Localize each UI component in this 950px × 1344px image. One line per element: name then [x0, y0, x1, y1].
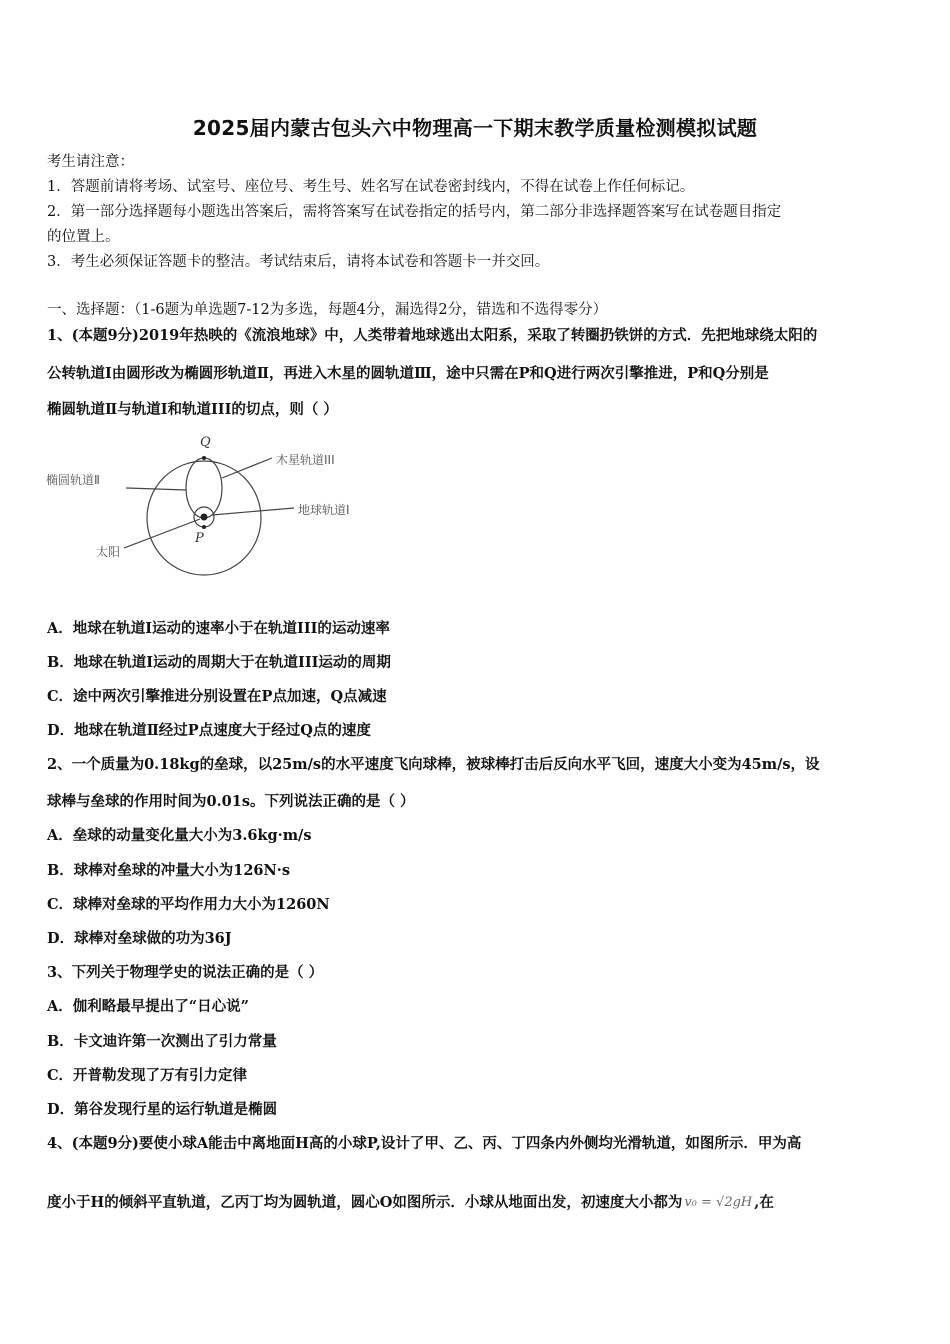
- orbit-diagram: [40, 428, 400, 588]
- option-b: B．地球在轨道I运动的周期大于在轨道III运动的周期: [47, 654, 391, 671]
- question-4-text-end: ,在: [754, 1194, 774, 1211]
- label-sun: 太阳: [96, 545, 121, 559]
- option-c: C．球棒对垒球的平均作用力大小为1260N: [47, 896, 330, 913]
- question-4-line: 4、(本题9分)要使小球A能击中离地面H高的小球P,设计了甲、乙、丙、丁四条内外侧均光滑轨道，如图所示．甲为高: [47, 1135, 802, 1152]
- notice-item: 1．答题前请将考场、试室号、座位号、考生号、姓名写在试卷密封线内，不得在试卷上作任何标记。: [47, 179, 695, 195]
- question-3-line: 3、下列关于物理学史的说法正确的是（ ）: [47, 964, 324, 981]
- label-jupiter-orbit: 木星轨道III: [276, 453, 335, 467]
- option-a: A．垒球的动量变化量大小为3.6kg·m/s: [47, 827, 312, 844]
- notice-heading: 考生请注意：: [47, 154, 134, 170]
- option-b: B．球棒对垒球的冲量大小为126N·s: [47, 862, 290, 879]
- sun-dot: [201, 514, 208, 521]
- option-c: C．途中两次引擎推进分别设置在P点加速，Q点减速: [47, 688, 387, 705]
- point-q-dot: [202, 456, 206, 460]
- ellipse-orbit: [186, 458, 222, 518]
- leader-earth: [212, 508, 294, 515]
- section-heading: 一、选择题：（1-6题为单选题7-12为多选，每题4分，漏选得2分，错选和不选得零分）: [47, 302, 608, 318]
- option-c: C．开普勒发现了万有引力定律: [47, 1067, 248, 1084]
- notice-item: 的位置上。: [47, 229, 120, 245]
- formula-v0: v₀ = √2gH: [684, 1195, 753, 1210]
- option-a: A．伽利略最早提出了“日心说”: [47, 998, 249, 1015]
- label-q: Q: [200, 435, 211, 450]
- question-1-line: 1、(本题9分)2019年热映的《流浪地球》中，人类带着地球逃出太阳系，采取了转圈扔铁饼的方式．先把地球绕太阳的: [47, 327, 818, 344]
- option-a: A．地球在轨道I运动的速率小于在轨道III的运动速率: [47, 620, 390, 637]
- point-p-dot: [202, 525, 206, 529]
- notice-item: 3．考生必须保证答题卡的整洁。考试结束后，请将本试卷和答题卡一并交回。: [47, 254, 550, 270]
- question-1-line: 公转轨道I由圆形改为椭圆形轨道Ⅱ，再进入木星的圆轨道Ⅲ，途中只需在P和Q进行两次引擎推进，P和Q分别是: [47, 365, 769, 382]
- option-d: D．球棒对垒球做的功为36J: [47, 930, 232, 947]
- page-title: 2025届内蒙古包头六中物理高一下期末教学质量检测模拟试题: [192, 116, 758, 140]
- label-earth-orbit: 地球轨道Ⅰ: [298, 503, 350, 517]
- question-2-line: 2、一个质量为0.18kg的垒球，以25m/s的水平速度飞向球棒，被球棒打击后反向水平飞回，速度大小变为45m/s，设: [47, 756, 820, 773]
- leader-jupiter: [222, 458, 272, 478]
- option-b: B．卡文迪许第一次测出了引力常量: [47, 1033, 277, 1050]
- label-p: P: [195, 531, 204, 546]
- label-ellipse-orbit: 椭圆轨道Ⅱ: [46, 473, 100, 487]
- question-4-line-2: [47, 1193, 774, 1213]
- leader-sun: [124, 519, 200, 548]
- option-d: D．第谷发现行星的运行轨道是椭圆: [47, 1101, 278, 1118]
- question-4-text: 度小于H的倾斜平直轨道，乙丙丁均为圆轨道，圆心O如图所示．小球从地面出发，初速度大小都为: [47, 1194, 683, 1211]
- notice-item: 2．第一部分选择题每小题选出答案后，需将答案写在试卷指定的括号内，第二部分非选择题答案写在试卷题目指定: [47, 204, 782, 220]
- option-d: D．地球在轨道Ⅱ经过P点速度大于经过Q点的速度: [47, 722, 371, 739]
- question-2-line: 球棒与垒球的作用时间为0.01s。下列说法正确的是（ ）: [47, 793, 415, 810]
- question-1-line: 椭圆轨道Ⅱ与轨道I和轨道III的切点，则（ ）: [47, 401, 338, 418]
